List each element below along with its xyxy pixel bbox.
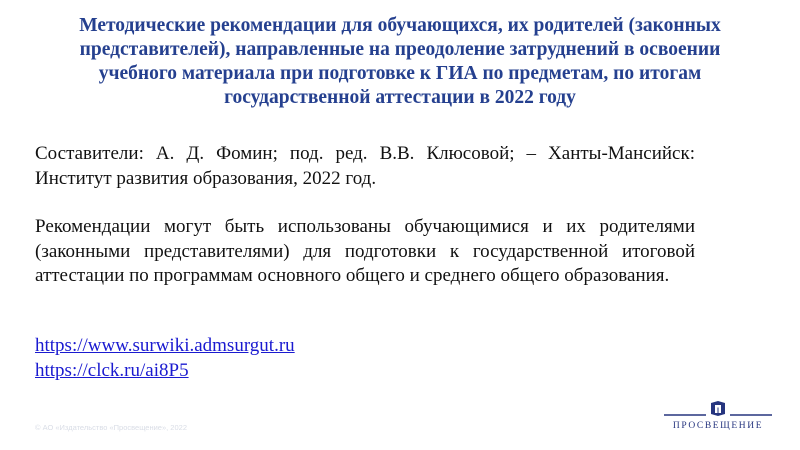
link-surwiki[interactable]: https://www.surwiki.admsurgut.ru — [35, 335, 295, 356]
usage-paragraph: Рекомендации могут быть использованы обучающимися и их родителями (законными представителями) для подготовки к государственной итоговой аттестации по программам основного общего и среднего общего образования. — [35, 216, 695, 286]
compilers-paragraph: Составители: А. Д. Фомин; под. ред. В.В. Клюсовой; – Ханты-Мансийск: Институт развития образования, 2022 год. — [35, 143, 695, 189]
logo-wordmark: ПРОСВЕЩЕНИЕ — [672, 421, 764, 431]
page-title: Методические рекомендации для обучающихся, их родителей (законных представителей), направленные на преодоление затруднений в освоении учебного материала при подготовке к ГИА по предметам, по итогам государственной аттестации в 2022 году — [79, 15, 721, 108]
copyright-text: © АО «Издательство «Просвещение», 2022 — [35, 423, 187, 432]
link-clck[interactable]: https://clck.ru/ai8P5 — [35, 360, 189, 381]
publisher-logo — [664, 400, 772, 434]
prosveshchenie-logo-icon — [664, 400, 772, 418]
links-list — [35, 333, 295, 383]
